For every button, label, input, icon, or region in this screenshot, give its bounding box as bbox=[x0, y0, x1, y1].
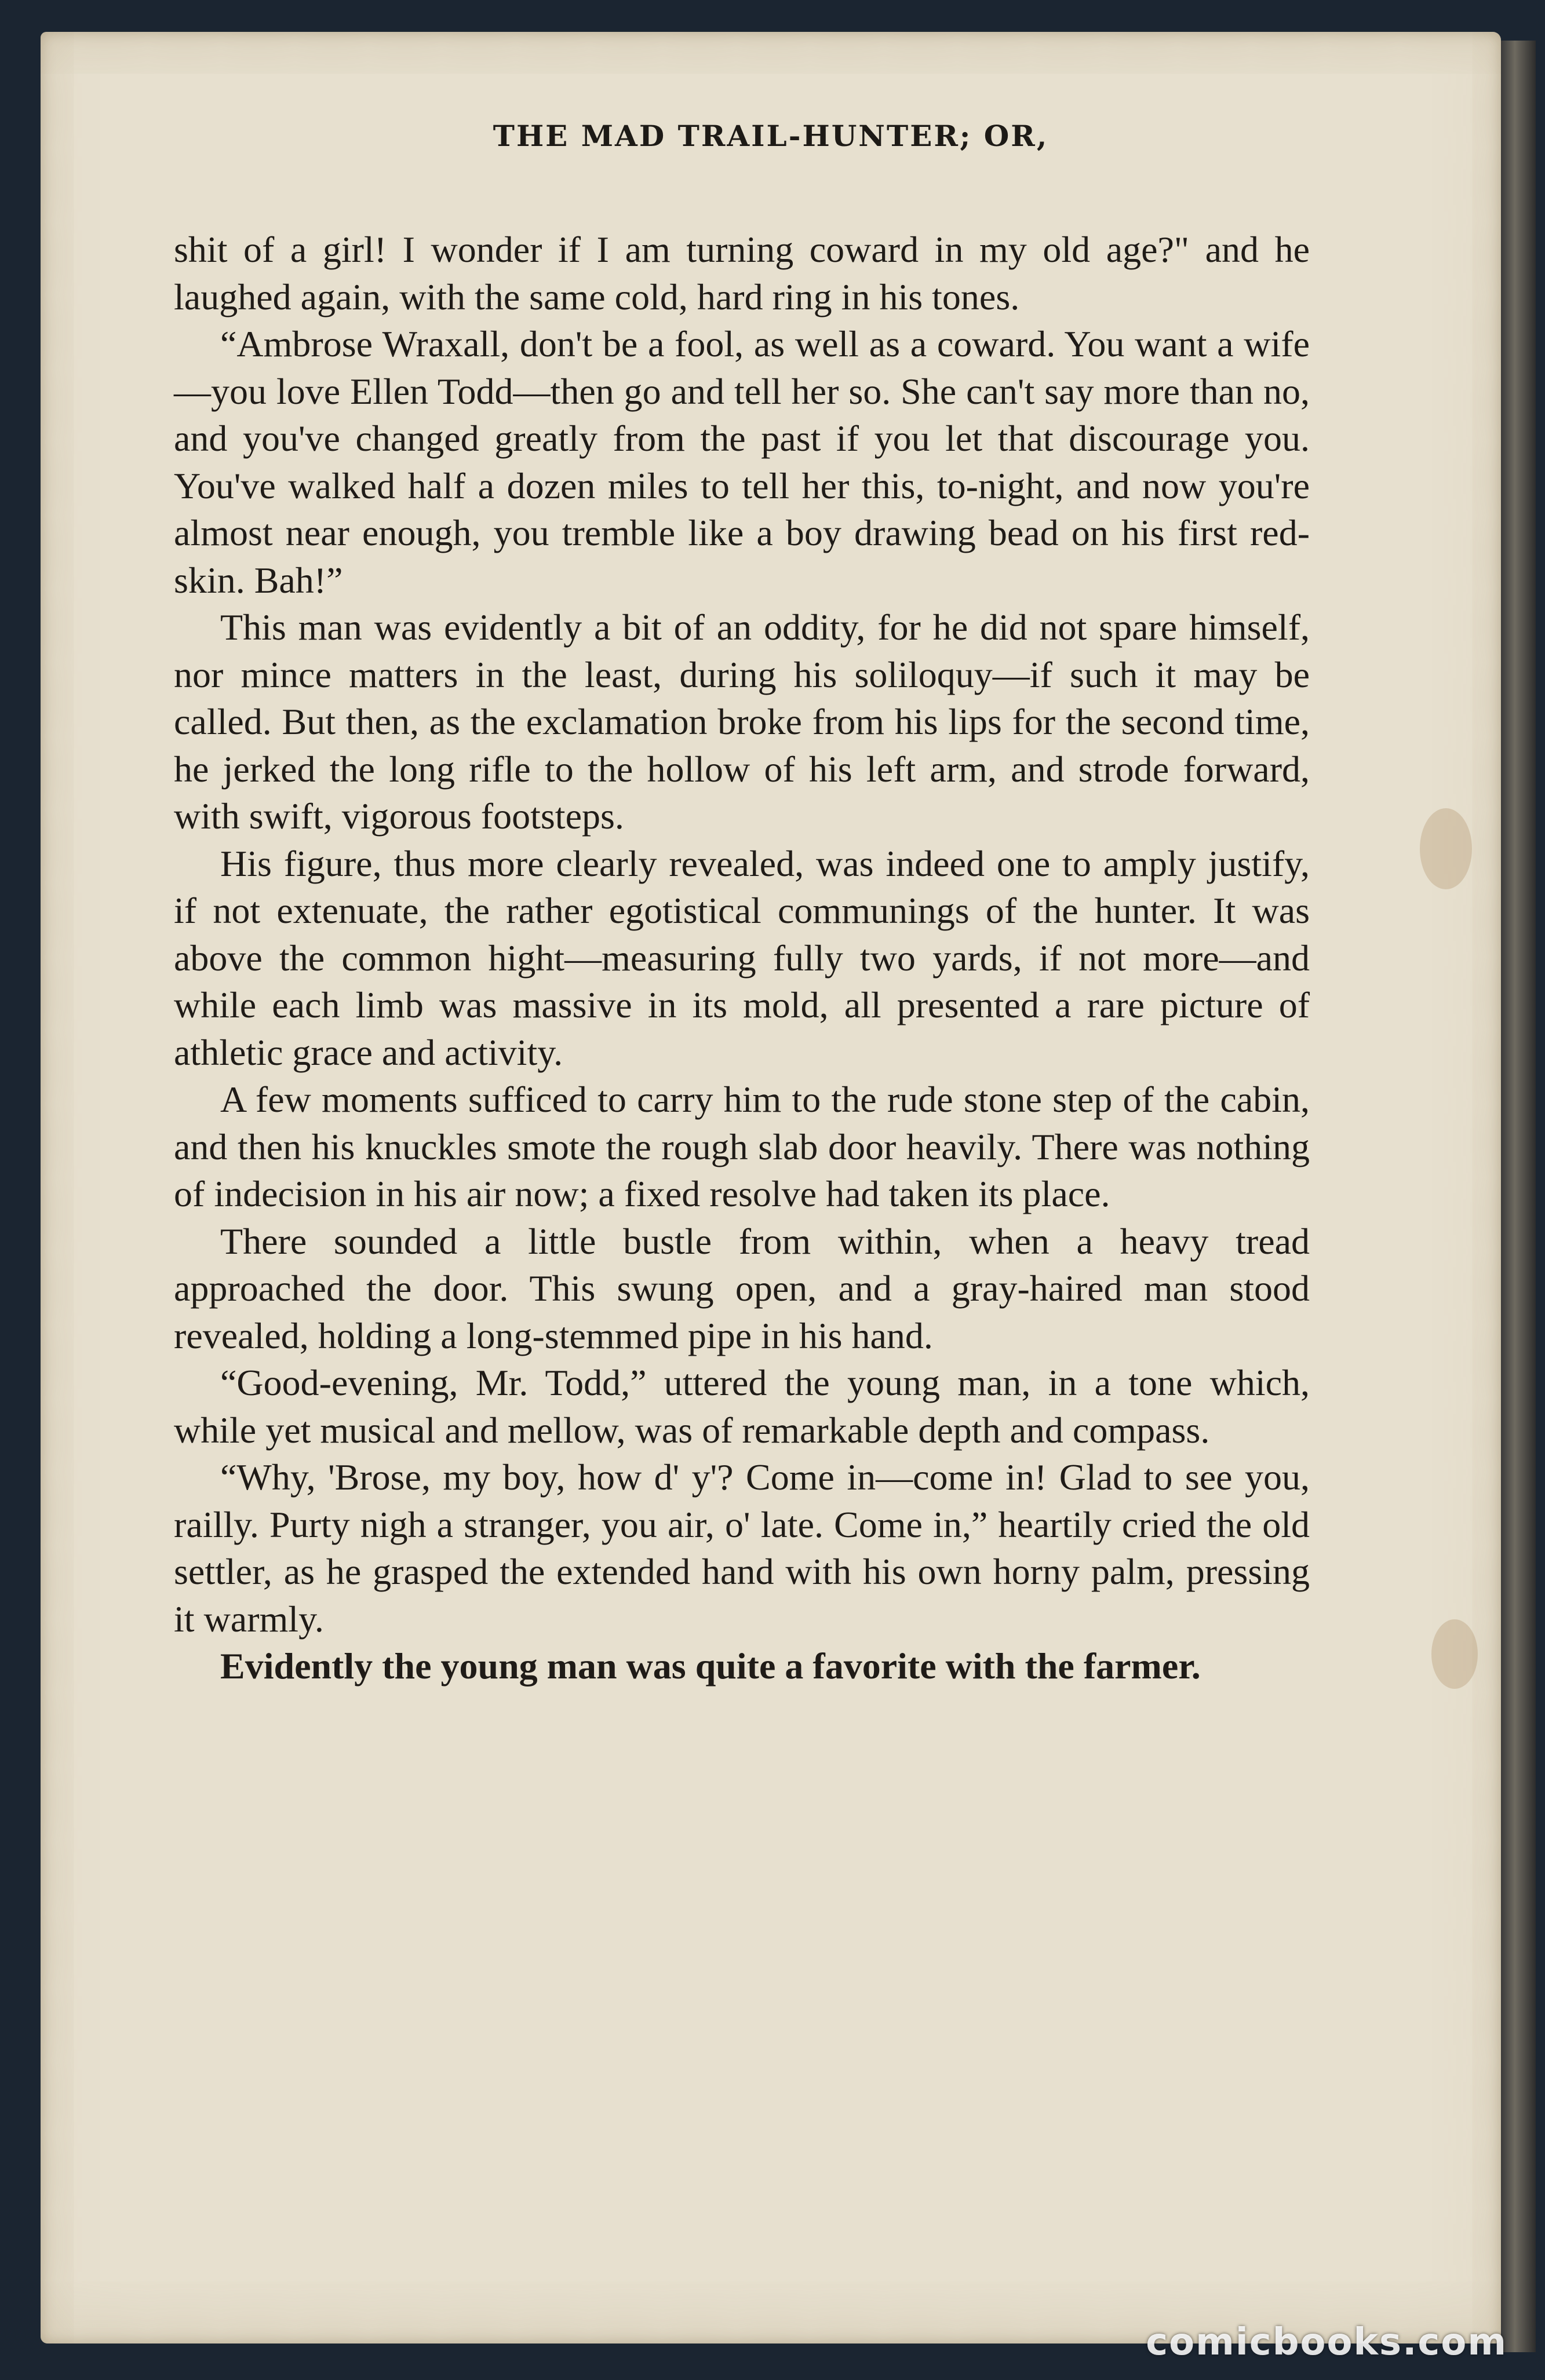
paragraph: shit of a girl! I wonder if I am turning coward in my old age?" and he laughed again, with the same cold, hard ring in his tones. bbox=[174, 229, 1310, 317]
paragraph: This man was evidently a bit of an oddity, for he did not spare himself, nor mince matters in the least, during his soliloquy—if such it may be called. But then, as the exclamation broke from his lips for the second time, he jerked the long rifle to the hollow of his left arm, and strode forward, with swift, vigorous footsteps. bbox=[174, 607, 1310, 837]
book-page bbox=[41, 32, 1501, 2344]
paper-stain bbox=[1420, 808, 1472, 889]
paragraph: His figure, thus more clearly revealed, was indeed one to amply justify, if not extenuate, the rather egotistical communings of the hunter. It was above the common hight—measuring fully two yards, if not more—and while each limb was massive in its mold, all presented a rare picture of athletic grace and activity. bbox=[174, 842, 1310, 1073]
paragraph: There sounded a little bustle from within, when a heavy tread approached the door. This swung open, and a gray-haired man stood revealed, holding a long-stemmed pipe in his hand. bbox=[174, 1220, 1310, 1356]
paragraph: A few moments sufficed to carry him to the rude stone step of the cabin, and then his knuckles smote the rough slab door heavily. There was nothing of indecision in his air now; a fixed resolve had taken its place. bbox=[174, 1079, 1310, 1214]
body-text bbox=[174, 226, 1310, 1690]
site-watermark: comicbooks.com bbox=[1146, 2321, 1507, 2364]
paragraph: Evidently the young man was quite a favorite with the farmer. bbox=[220, 1645, 1201, 1687]
paragraph: “Ambrose Wraxall, don't be a fool, as well as a coward. You want a wife—you love Ellen Todd—then go and tell her so. She can't say more than no, and you've changed greatly from the past if you let that discourage you. You've walked half a dozen miles to tell her this, to-night, and now you're almost near enough, you tremble like a boy drawing bead on his first red-skin. Bah!” bbox=[174, 323, 1310, 601]
running-head: THE MAD TRAIL-HUNTER; OR, bbox=[493, 119, 1049, 153]
paragraph: “Why, 'Brose, my boy, how d' y'? Come in—come in! Glad to see you, railly. Purty nigh a stranger, you air, o' late. Come in,” heartily cried the old settler, as he grasped the extended hand with his own horny palm, pressing it warmly. bbox=[174, 1457, 1310, 1640]
paper-stain bbox=[1431, 1619, 1478, 1689]
paragraph: “Good-evening, Mr. Todd,” uttered the young man, in a tone which, while yet musical and mellow, was of remarkable depth and compass. bbox=[174, 1362, 1310, 1451]
facing-page-edge bbox=[1501, 41, 1536, 2352]
